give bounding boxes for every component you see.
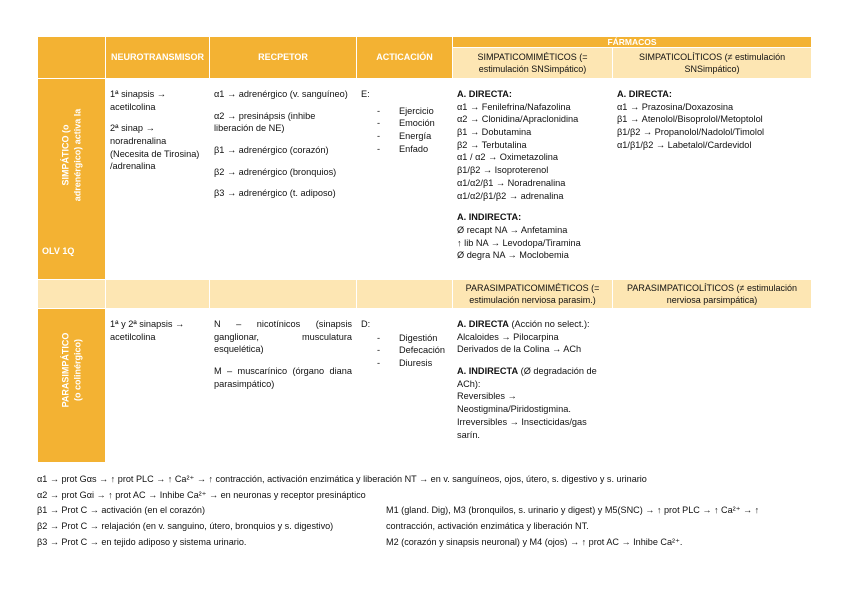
parasimpatico-neurotransmisor: [106, 309, 210, 463]
note-b1: β1 → Prot C → activación (en el corazón): [37, 505, 205, 516]
receptor-a2: α2 → presinápsis (inhibe liberación de NE): [214, 110, 316, 134]
receptor-m: M – muscarínico (órgano diana parasimpático): [214, 366, 352, 389]
simpatico-neurotransmisor: [106, 79, 210, 280]
list-item: α1 → Prazosina/Doxazosina: [617, 101, 734, 112]
simpatico-vertical-label: [60, 109, 83, 202]
receptor-b3: β3 → adrenérgico (t. adiposo): [214, 188, 336, 199]
list-item: Reversibles → Neostigmina/Piridostigmina.: [457, 391, 571, 415]
receptor-notes: [37, 472, 817, 551]
activacion-letter-d: D:: [361, 319, 371, 329]
side-label-simpatico: [38, 79, 106, 280]
parasimpaticomimeticos-cell: [453, 309, 613, 463]
list-item: Ø degra NA → Moclobemia: [457, 250, 569, 261]
olv-label: OLV 1Q: [42, 245, 75, 256]
list-item: ↑ lib NA → Levodopa/Tiramina: [457, 237, 581, 248]
note-b3: β3 → Prot C → en tejido adiposo y sistema urinario.: [37, 536, 247, 547]
spacer-cell: [357, 280, 453, 309]
list-item: - Emoción: [361, 117, 448, 130]
list-item: Ø recapt NA → Anfetamina: [457, 224, 568, 235]
list-item: α2 → Clonidina/Apraclonidina: [457, 114, 579, 125]
simpatico-activacion: [357, 79, 453, 280]
header-simpaticoliticos: SIMPATICOLÍTICOS (≠ estimulación SNSimpático): [613, 48, 812, 79]
list-item: - Ejercicio: [361, 105, 448, 118]
activacion-letter-e: E:: [361, 89, 370, 99]
simpaticomimeticos-cell: [453, 79, 613, 280]
list-item: β2 → Terbutalina: [457, 139, 527, 150]
note-b2: β2 → Prot C → relajación (en v. sanguino, útero, bronquios y s. digestivo): [37, 520, 334, 531]
activacion-list-d: [361, 332, 448, 370]
simpatico-receptores: [210, 79, 357, 280]
list-item: Alcaloides → Pilocarpina: [457, 331, 559, 342]
parasimpatico-vertical-label: [60, 333, 83, 408]
corner-cell: [38, 37, 106, 79]
header-activacion: ACTICACIÓN: [357, 37, 453, 79]
note-m1-m3-m5: M1 (gland. Dig), M3 (bronquilos, s. urinario y digest) y M5(SNC) → ↑ prot PLC → ↑ Ca²⁺ → ↑: [386, 505, 760, 516]
simpatico-label-line1: SIMPÁTICO (o: [59, 124, 70, 186]
list-item: - Enfado: [361, 143, 448, 156]
receptor-b2: β2 → adrenérgico (bronquios): [214, 166, 337, 177]
list-item: α1/β1/β2 → Labetalol/Cardevidol: [617, 139, 752, 150]
note-m2-m4: M2 (corazón y sinapsis neuronal) y M4 (ojos) → ↑ prot AC → Inhibe Ca²⁺.: [386, 536, 683, 547]
note-a2: α2 → prot Gαi → ↑ prot AC → Inhibe Ca²⁺ → en neuronas y receptor presináptico: [37, 489, 366, 500]
simpatico-nt-1: 1ª sinapsis → acetilcolina: [110, 89, 166, 112]
list-item: β1/β2 → Propanolol/Nadolol/Timolol: [617, 127, 765, 138]
side-label-parasimpatico: [38, 309, 106, 463]
parasimpatico-nt: 1ª y 2ª sinapsis → acetilcolina: [110, 319, 185, 342]
receptor-a1: α1 → adrenérgico (v. sanguíneo): [214, 89, 348, 99]
list-item: - Defecación: [361, 344, 448, 357]
header-neurotransmisor: NEUROTRANSMISOR: [106, 37, 210, 79]
header-parasimpaticomimeticos: PARASIMPATICOMIMÉTICOS (= estimulación nerviosa parasim.): [453, 280, 613, 309]
header-simpaticomimeticos: SIMPATICOMIMÉTICOS (= estimulación SNSimpático): [453, 48, 613, 79]
list-item: β1 → Atenolol/Bisoprolol/Metoptolol: [617, 114, 763, 125]
list-item: α1/α2/β1/β2 → adrenalina: [457, 190, 564, 201]
spacer-cell: [210, 280, 357, 309]
spacer-cell: [38, 280, 106, 309]
header-receptor: RECPETOR: [210, 37, 357, 79]
list-item: α1/α2/β1 → Noradrenalina: [457, 177, 566, 188]
list-item: α1 / α2 → Oximetazolina: [457, 152, 559, 163]
list-item: - Digestión: [361, 332, 448, 345]
list-item: β1 → Dobutamina: [457, 127, 532, 138]
para-directa-note: (Acción no select.):: [508, 319, 590, 329]
parasimpatico-label-line1: PARASIMPÁTICO: [59, 332, 70, 408]
para-directa-title: A. DIRECTA: [457, 319, 509, 329]
parasimpatico-receptores: [210, 309, 357, 463]
autonomic-pharmacology-table: [37, 36, 812, 463]
spacer-cell: [106, 280, 210, 309]
mimeticos-directa-title: A. DIRECTA:: [457, 89, 512, 99]
simpatico-nt-2: 2ª sinap → noradrenalina (Necesita de Tirosina) /adrenalina: [110, 123, 200, 172]
list-item: Irreversibles → Insecticidas/gas sarín.: [457, 416, 587, 440]
mimeticos-indirecta-title: A. INDIRECTA:: [457, 212, 522, 223]
liticos-directa-title: A. DIRECTA:: [617, 89, 672, 99]
para-indirecta-note: (Ø degradación de ACh):: [457, 366, 597, 389]
note-m-cont: contracción, activación enzimática y liberación NT.: [386, 520, 589, 531]
para-indirecta-title: A. INDIRECTA: [457, 366, 519, 377]
list-item: - Diuresis: [361, 357, 448, 370]
receptor-n: N – nicotínicos (sinapsis ganglionar, musculatura esquelética): [214, 319, 352, 355]
parasimpaticoliticos-cell: [613, 309, 812, 463]
receptor-b1: β1 → adrenérgico (corazón): [214, 145, 329, 156]
activacion-list-e: [361, 105, 448, 156]
simpatico-label-line2: adrenérgico) activa la: [71, 108, 82, 202]
header-farmacos: FÁRMACOS: [453, 37, 812, 48]
list-item: Derivados de la Colina → ACh: [457, 344, 582, 355]
list-item: α1 → Fenilefrina/Nafazolina: [457, 101, 571, 112]
simpaticoliticos-cell: [613, 79, 812, 280]
note-a1: α1 → prot Gαs → ↑ prot PLC → ↑ Ca²⁺ → ↑ contracción, activación enzimática y liberación NT → en v. sanguíneos, ojos, útero, s. digestivo y s. urinario: [37, 474, 647, 484]
parasimpatico-activacion: [357, 309, 453, 463]
header-parasimpaticoliticos: PARASIMPATICOLÍTICOS (≠ estimulación nerviosa parsimpática): [613, 280, 812, 309]
list-item: - Energía: [361, 130, 448, 143]
list-item: β1/β2 → Isoproterenol: [457, 165, 549, 176]
parasimpatico-label-line2: (o colinérgico): [71, 339, 82, 402]
